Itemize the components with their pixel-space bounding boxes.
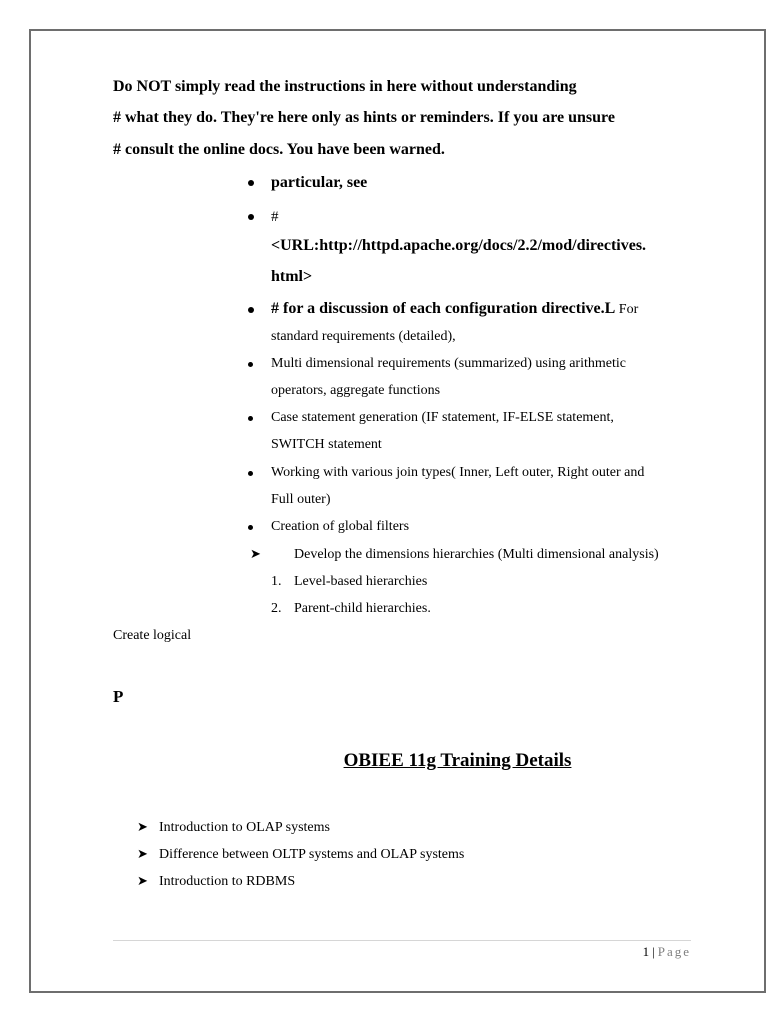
- topic-item: Introduction to OLAP systems: [159, 820, 330, 835]
- bullet-particular: particular, see: [271, 174, 368, 191]
- number-label: 1.: [271, 574, 282, 589]
- bullet-discussion: [271, 300, 638, 319]
- arrow-bullet-icon: ➤: [137, 846, 148, 861]
- arrow-item-hierarchies: Develop the dimensions hierarchies (Multi dimensional analysis): [294, 547, 659, 562]
- intro-line-2: # what they do. They're here only as hints or reminders. If you are unsure: [113, 109, 615, 126]
- intro-line-3: # consult the online docs. You have been warned.: [113, 141, 445, 158]
- bullet-icon: [248, 214, 254, 220]
- page-footer: [643, 944, 691, 960]
- numbered-item: Parent-child hierarchies.: [294, 601, 431, 616]
- bullet-icon: [248, 525, 253, 530]
- bullet-join-1: Working with various join types( Inner, Left outer, Right outer and: [271, 465, 645, 480]
- page-number: 1: [642, 944, 650, 959]
- numbered-item: Level-based hierarchies: [294, 574, 428, 589]
- footer-separator: |: [652, 944, 655, 959]
- footer-divider: [113, 940, 691, 941]
- number-label: 2.: [271, 601, 282, 616]
- bullet-hash: #: [271, 209, 279, 225]
- bullet-multidim-2: operators, aggregate functions: [271, 383, 441, 398]
- arrow-bullet-icon: ➤: [250, 546, 261, 561]
- arrow-bullet-icon: ➤: [137, 819, 148, 834]
- bullet-url-end: html>: [271, 268, 313, 285]
- bullet-case-1: Case statement generation (IF statement, IF-ELSE statement,: [271, 410, 614, 425]
- bullet-join-2: Full outer): [271, 492, 331, 507]
- letter-p: P: [113, 687, 124, 706]
- arrow-bullet-icon: ➤: [137, 873, 148, 888]
- bullet-global-filters: Creation of global filters: [271, 519, 410, 534]
- bullet-icon: [248, 180, 254, 186]
- bullet-icon: [248, 307, 254, 313]
- page-word: Page: [657, 944, 691, 959]
- bullet-icon: [248, 471, 253, 476]
- bullet-case-2: SWITCH statement: [271, 437, 382, 452]
- bullet-icon: [248, 416, 253, 421]
- create-logical-text: Create logical: [113, 628, 192, 643]
- bullet-discussion-bold: # for a discussion of each configuration directive.L: [271, 300, 616, 317]
- bullet-multidim-1: Multi dimensional requirements (summarized) using arithmetic: [271, 356, 626, 371]
- bullet-discussion-line2: standard requirements (detailed),: [271, 329, 456, 344]
- topic-item: Difference between OLTP systems and OLAP systems: [159, 847, 465, 862]
- intro-line-1: Do NOT simply read the instructions in here without understanding: [113, 78, 577, 95]
- topic-item: Introduction to RDBMS: [159, 874, 296, 889]
- bullet-discussion-rest: For: [615, 302, 639, 317]
- bullet-url-line: <URL:http://httpd.apache.org/docs/2.2/mod/directives.: [271, 237, 647, 254]
- bullet-icon: [248, 362, 253, 367]
- section-heading: OBIEE 11g Training Details: [343, 750, 572, 771]
